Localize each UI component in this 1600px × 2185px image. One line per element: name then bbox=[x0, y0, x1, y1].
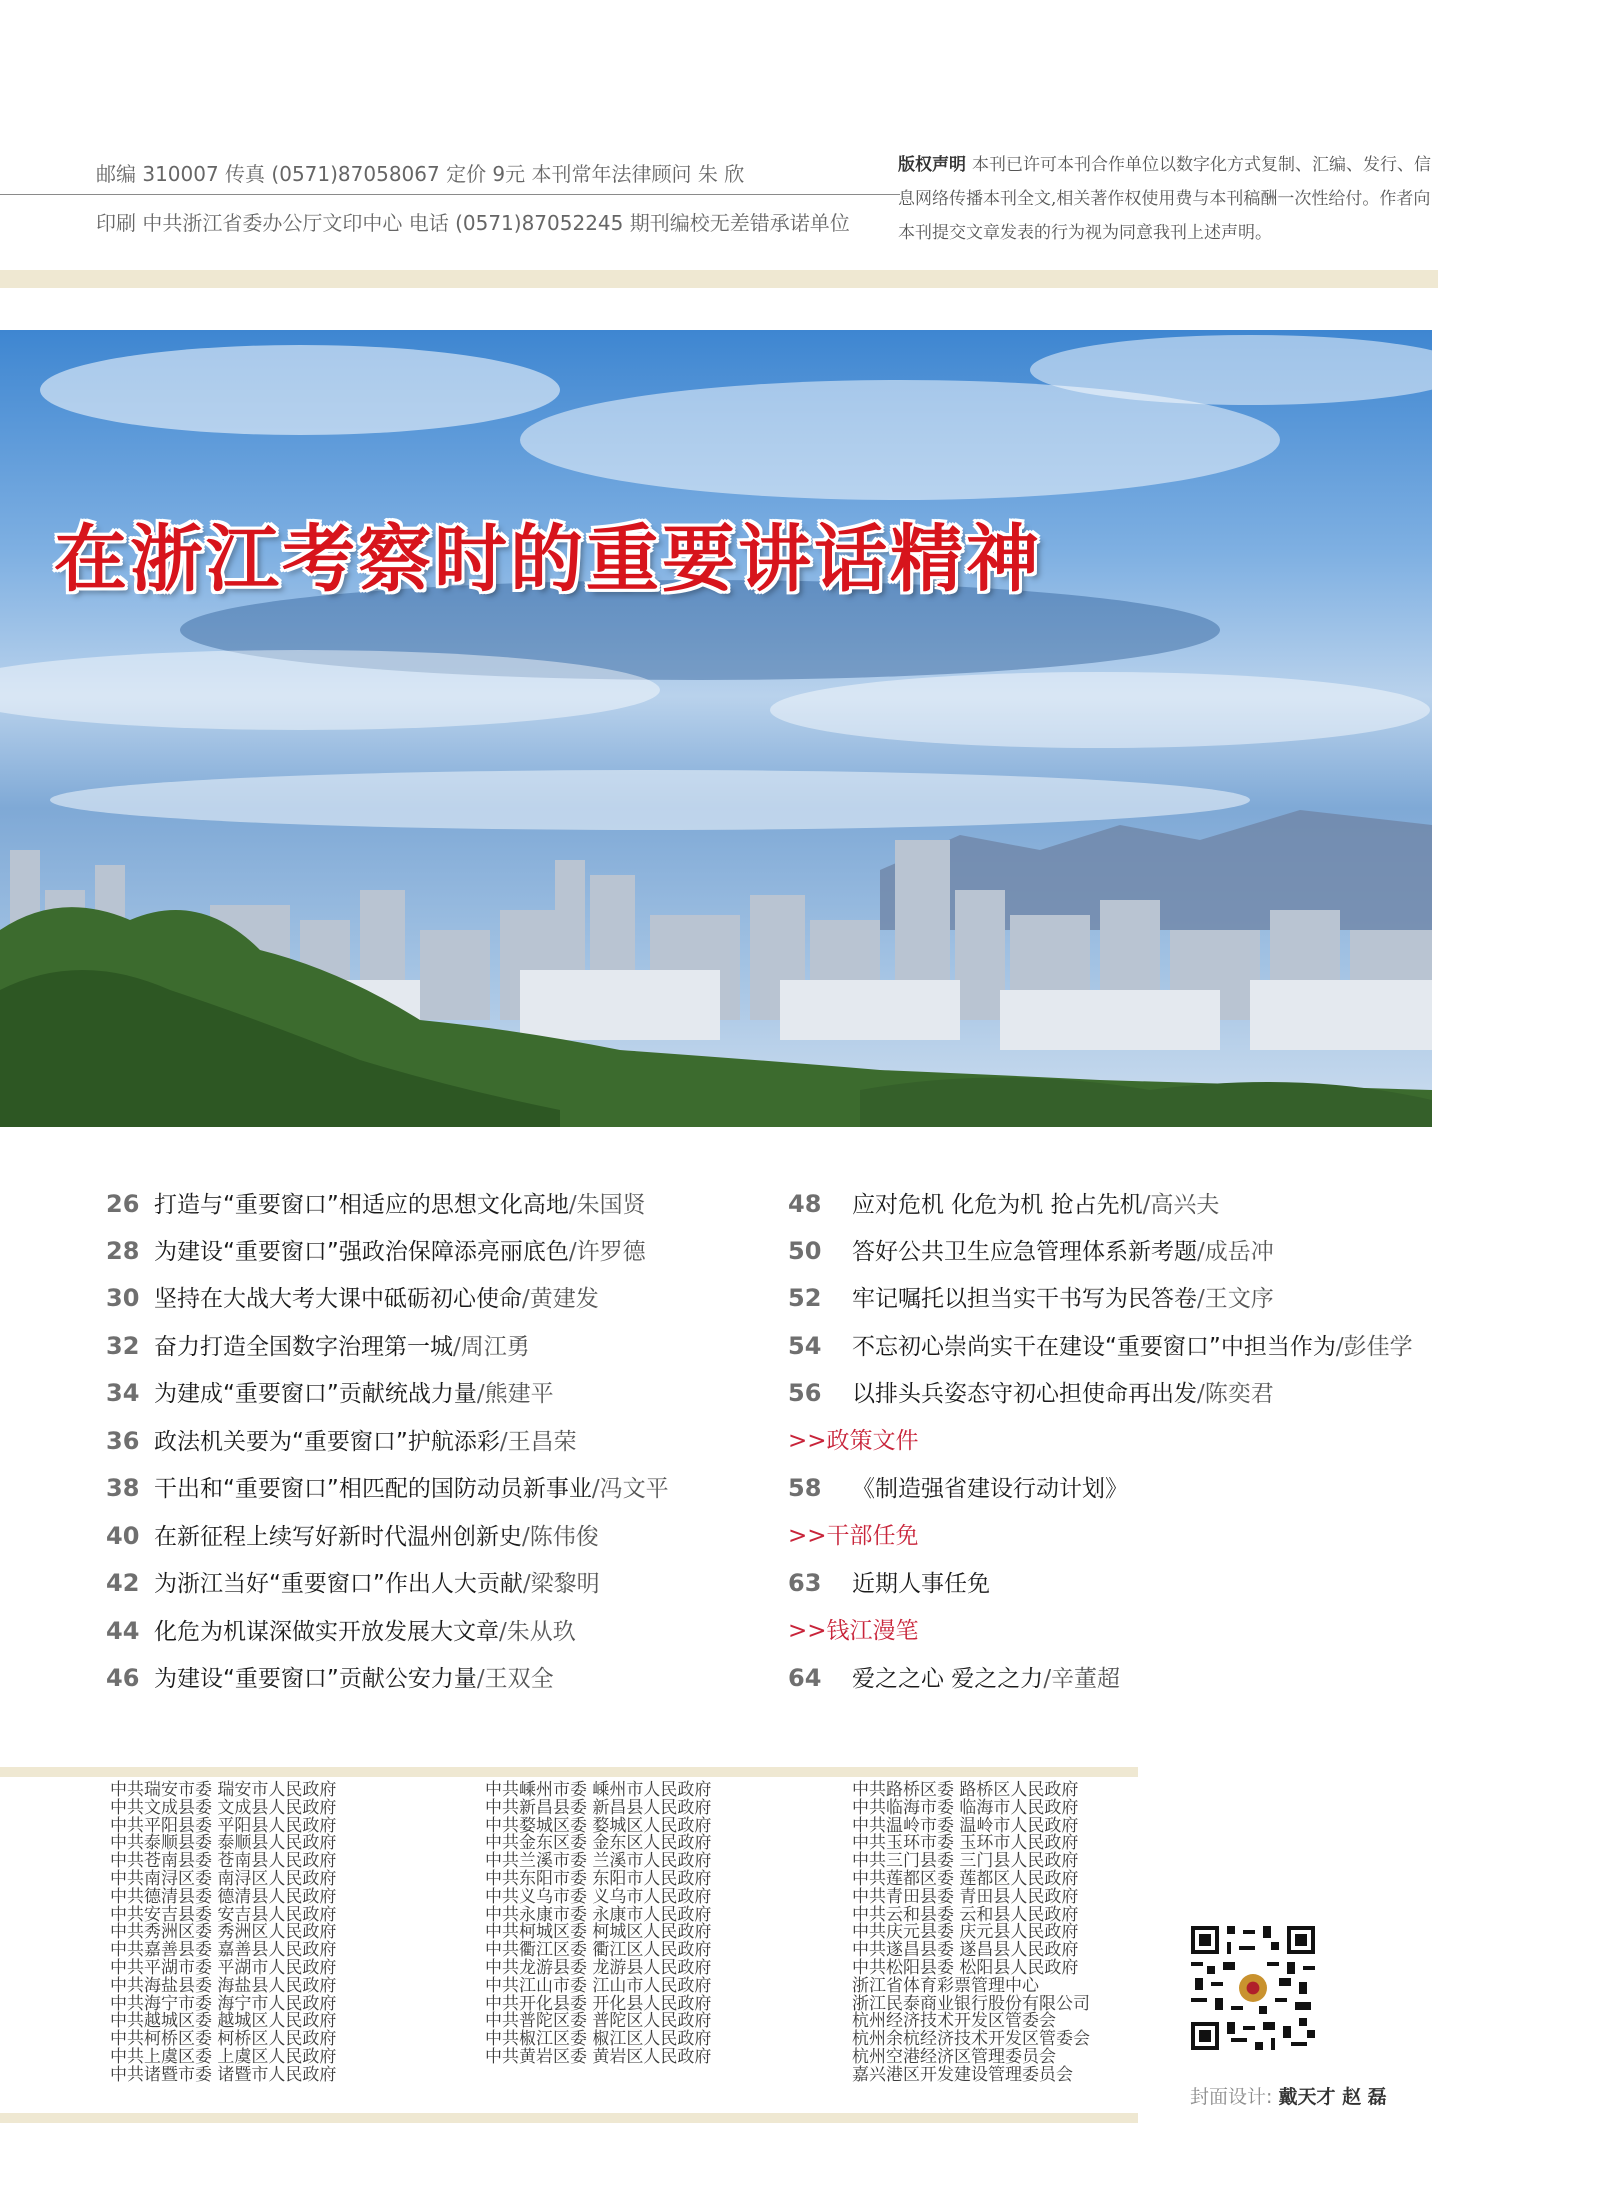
toc-item[interactable] bbox=[106, 1424, 577, 1458]
sponsor-line: 中共柯桥区委 柯桥区人民政府 bbox=[110, 2029, 337, 2050]
toc-item[interactable] bbox=[106, 1471, 669, 1505]
toc-item[interactable] bbox=[106, 1661, 554, 1695]
qr-code-icon[interactable] bbox=[1187, 1922, 1319, 2054]
toc-page-number: 48 bbox=[788, 1190, 822, 1218]
toc-page-number: 56 bbox=[788, 1379, 822, 1407]
toc-article-title: 为建设“重要窗口”强政治保障添亮丽底色 bbox=[154, 1239, 569, 1265]
toc-author: /周江勇 bbox=[453, 1334, 530, 1360]
toc-author: /朱国贤 bbox=[568, 1192, 646, 1218]
sponsor-line: 中共嵊州市委 嵊州市人民政府 bbox=[485, 1780, 712, 1800]
sponsor-column-1 bbox=[110, 1782, 336, 2085]
toc-author: /朱从玖 bbox=[499, 1619, 576, 1645]
toc-item[interactable] bbox=[106, 1519, 599, 1553]
toc-author: /许罗德 bbox=[568, 1239, 646, 1265]
toc-author: /陈奕君 bbox=[1197, 1381, 1274, 1407]
toc-author: /陈伟俊 bbox=[522, 1524, 599, 1550]
section-heading-policy: >>政策文件 bbox=[788, 1428, 919, 1454]
toc-item[interactable] bbox=[106, 1566, 600, 1600]
sponsor-line: 中共新昌县委 新昌县人民政府 bbox=[485, 1797, 712, 1818]
header-divider-bar bbox=[0, 270, 1438, 288]
sponsor-line: 中共青田县委 青田县人民政府 bbox=[852, 1886, 1079, 1907]
toc-item[interactable] bbox=[106, 1281, 599, 1315]
sponsor-line: 中共海宁市委 海宁市人民政府 bbox=[110, 1993, 337, 2014]
copyright-notice bbox=[898, 148, 1438, 250]
toc-article-title: 《制造强省建设行动计划》 bbox=[852, 1476, 1128, 1502]
toc-author: /辛董超 bbox=[1043, 1666, 1121, 1692]
sponsor-line: 中共越城区委 越城区人民政府 bbox=[110, 2011, 337, 2032]
copyright-label: 版权声明 bbox=[898, 155, 966, 175]
sponsor-line: 中共江山市委 江山市人民政府 bbox=[485, 1975, 712, 1996]
toc-item[interactable] bbox=[106, 1187, 646, 1221]
sponsor-line: 中共东阳市委 东阳市人民政府 bbox=[485, 1868, 712, 1889]
toc-article-title: 答好公共卫生应急管理体系新考题 bbox=[852, 1239, 1197, 1265]
sponsor-line: 中共苍南县委 苍南县人民政府 bbox=[110, 1851, 337, 1872]
toc-author: /梁黎明 bbox=[522, 1571, 600, 1597]
section-heading-cadre: >>干部任免 bbox=[788, 1523, 919, 1549]
sponsor-line: 中共瑞安市委 瑞安市人民政府 bbox=[110, 1780, 337, 1800]
toc-item[interactable] bbox=[106, 1376, 554, 1410]
sponsor-line: 中共椒江区委 椒江区人民政府 bbox=[485, 2029, 712, 2050]
toc-page-number: 30 bbox=[106, 1284, 140, 1312]
section-heading-essay: >>钱江漫笔 bbox=[788, 1618, 919, 1644]
toc-author: /黄建发 bbox=[522, 1286, 599, 1312]
cover-photo-hangzhou-skyline bbox=[0, 330, 1432, 1127]
toc-page-number: 58 bbox=[788, 1474, 822, 1502]
sponsor-line: 杭州余杭经济技术开发区管委会 bbox=[852, 2029, 1090, 2050]
sponsor-line: 中共嘉善县委 嘉善县人民政府 bbox=[110, 1940, 337, 1961]
toc-page-number: 46 bbox=[106, 1664, 140, 1692]
designer-names: 戴天才 赵 磊 bbox=[1278, 2086, 1387, 2108]
sponsor-line: 中共文成县委 文成县人民政府 bbox=[110, 1797, 337, 1818]
toc-author: /王昌荣 bbox=[499, 1429, 577, 1455]
toc-page-number: 64 bbox=[788, 1664, 822, 1692]
toc-page-number: 50 bbox=[788, 1237, 822, 1265]
toc-author: /彭佳学 bbox=[1335, 1334, 1413, 1360]
sponsor-line: 中共云和县委 云和县人民政府 bbox=[852, 1904, 1079, 1925]
sponsor-line: 中共温岭市委 温岭市人民政府 bbox=[852, 1815, 1079, 1836]
toc-page-number: 42 bbox=[106, 1569, 140, 1597]
copyright-text: 本刊已许可本刊合作单位以数字化方式复制、汇编、发行、信息网络传播本刊全文,相关著作权使用费与本刊稿酬一次性给付。作者向本刊提交文章发表的行为视为同意我刊上述声明。 bbox=[898, 155, 1431, 243]
sponsor-line: 中共兰溪市委 兰溪市人民政府 bbox=[485, 1851, 712, 1872]
toc-author: /熊建平 bbox=[476, 1381, 554, 1407]
toc-page-number: 32 bbox=[106, 1332, 140, 1360]
toc-article-title: 不忘初心崇尚实干在建设“重要窗口”中担当作为 bbox=[852, 1334, 1336, 1360]
toc-author: /高兴夫 bbox=[1142, 1192, 1220, 1218]
toc-author: /王文序 bbox=[1197, 1286, 1274, 1312]
toc-item[interactable] bbox=[106, 1234, 646, 1268]
sponsor-line: 中共临海市委 临海市人民政府 bbox=[852, 1797, 1079, 1818]
toc-item[interactable] bbox=[788, 1376, 1274, 1410]
toc-item[interactable] bbox=[106, 1329, 530, 1363]
toc-page-number: 34 bbox=[106, 1379, 140, 1407]
skyline-illustration bbox=[0, 330, 1432, 1127]
sponsor-line: 中共遂昌县委 遂昌县人民政府 bbox=[852, 1940, 1079, 1961]
toc-author: /冯文平 bbox=[591, 1476, 669, 1502]
sponsor-line: 中共黄岩区委 黄岩区人民政府 bbox=[485, 2046, 712, 2067]
cover-headline: 在浙江考察时的重要讲话精神 bbox=[54, 517, 1042, 602]
toc-article-title: 化危为机谋深做实开放发展大文章 bbox=[154, 1619, 499, 1645]
sponsor-line: 中共莲都区委 莲都区人民政府 bbox=[852, 1868, 1079, 1889]
toc-item[interactable] bbox=[788, 1661, 1120, 1695]
sponsor-line: 中共衢江区委 衢江区人民政府 bbox=[485, 1940, 712, 1961]
toc-author: /成岳冲 bbox=[1197, 1239, 1274, 1265]
sponsor-line: 中共南浔区委 南浔区人民政府 bbox=[110, 1868, 337, 1889]
toc-page-number: 52 bbox=[788, 1284, 822, 1312]
toc-article-title: 打造与“重要窗口”相适应的思想文化高地 bbox=[154, 1192, 569, 1218]
sponsor-column-2 bbox=[485, 1782, 711, 2067]
toc-article-title: 应对危机 化危为机 抢占先机 bbox=[852, 1192, 1143, 1218]
toc-article-title: 为建成“重要窗口”贡献统战力量 bbox=[154, 1381, 477, 1407]
sponsor-line: 中共开化县委 开化县人民政府 bbox=[485, 1993, 712, 2014]
toc-article-title: 坚持在大战大考大课中砥砺初心使命 bbox=[154, 1286, 522, 1312]
designer-label: 封面设计: bbox=[1190, 2086, 1273, 2108]
sponsor-line: 中共上虞区委 上虞区人民政府 bbox=[110, 2046, 337, 2067]
sponsor-line: 中共柯城区委 柯城区人民政府 bbox=[485, 1922, 712, 1943]
toc-item[interactable] bbox=[788, 1281, 1274, 1315]
publication-info-line-2: 印刷 中共浙江省委办公厅文印中心 电话 (0571)87052245 期刊编校无差错承诺单位 bbox=[96, 211, 850, 235]
toc-article-title: 以排头兵姿态守初心担使命再出发 bbox=[852, 1381, 1197, 1407]
sponsor-line: 杭州经济技术开发区管委会 bbox=[852, 2011, 1056, 2032]
toc-item[interactable] bbox=[788, 1471, 1128, 1505]
sponsor-line: 中共路桥区委 路桥区人民政府 bbox=[852, 1780, 1079, 1800]
sponsor-line: 中共秀洲区委 秀洲区人民政府 bbox=[110, 1922, 337, 1943]
sponsor-line: 中共三门县委 三门县人民政府 bbox=[852, 1851, 1079, 1872]
toc-page-number: 63 bbox=[788, 1569, 822, 1597]
sponsor-top-bar bbox=[0, 1767, 1138, 1777]
sponsor-line: 中共金东区委 金东区人民政府 bbox=[485, 1833, 712, 1854]
toc-item[interactable] bbox=[788, 1234, 1274, 1268]
toc-article-title: 近期人事任免 bbox=[852, 1571, 990, 1597]
toc-item[interactable] bbox=[106, 1614, 576, 1648]
sponsor-line: 中共平阳县委 平阳县人民政府 bbox=[110, 1815, 337, 1836]
sponsor-line: 中共平湖市委 平湖市人民政府 bbox=[110, 1957, 337, 1978]
info-divider bbox=[0, 194, 900, 195]
sponsor-line: 中共永康市委 永康市人民政府 bbox=[485, 1904, 712, 1925]
toc-article-title: 政法机关要为“重要窗口”护航添彩 bbox=[154, 1429, 500, 1455]
toc-page-number: 28 bbox=[106, 1237, 140, 1265]
sponsor-line: 浙江省体育彩票管理中心 bbox=[852, 1975, 1039, 1996]
toc-item[interactable] bbox=[788, 1187, 1219, 1221]
sponsor-line: 中共诸暨市委 诸暨市人民政府 bbox=[110, 2064, 337, 2085]
toc-page-number: 44 bbox=[106, 1617, 140, 1645]
sponsor-line: 嘉兴港区开发建设管理委员会 bbox=[852, 2064, 1073, 2085]
toc-page-number: 26 bbox=[106, 1190, 140, 1218]
toc-page-number: 40 bbox=[106, 1522, 140, 1550]
toc-page-number: 54 bbox=[788, 1332, 822, 1360]
sponsor-line: 中共松阳县委 松阳县人民政府 bbox=[852, 1957, 1079, 1978]
sponsor-line: 中共泰顺县委 泰顺县人民政府 bbox=[110, 1833, 337, 1854]
toc-article-title: 奋力打造全国数字治理第一城 bbox=[154, 1334, 453, 1360]
toc-article-title: 牢记嘱托以担当实干书写为民答卷 bbox=[852, 1286, 1197, 1312]
sponsor-column-3 bbox=[852, 1782, 1090, 2085]
publication-info-line-1: 邮编 310007 传真 (0571)87058067 定价 9元 本刊常年法律顾问 朱 欣 bbox=[96, 162, 745, 186]
toc-article-title: 爱之之心 爱之之力 bbox=[852, 1666, 1044, 1692]
sponsor-bottom-bar bbox=[0, 2113, 1138, 2123]
sponsor-line: 中共玉环市委 玉环市人民政府 bbox=[852, 1833, 1079, 1854]
toc-article-title: 干出和“重要窗口”相匹配的国防动员新事业 bbox=[154, 1476, 592, 1502]
sponsor-line: 中共婺城区委 婺城区人民政府 bbox=[485, 1815, 712, 1836]
sponsor-line: 中共龙游县委 龙游县人民政府 bbox=[485, 1957, 712, 1978]
sponsor-line: 中共安吉县委 安吉县人民政府 bbox=[110, 1904, 337, 1925]
sponsor-line: 浙江民泰商业银行股份有限公司 bbox=[852, 1993, 1090, 2014]
sponsor-line: 中共义乌市委 义乌市人民政府 bbox=[485, 1886, 712, 1907]
toc-page-number: 36 bbox=[106, 1427, 140, 1455]
toc-article-title: 在新征程上续写好新时代温州创新史 bbox=[154, 1524, 522, 1550]
cover-designer-credit bbox=[1190, 2082, 1387, 2109]
toc-item[interactable] bbox=[788, 1329, 1413, 1363]
toc-item[interactable] bbox=[788, 1566, 990, 1600]
sponsor-line: 中共海盐县委 海盐县人民政府 bbox=[110, 1975, 337, 1996]
toc-page-number: 38 bbox=[106, 1474, 140, 1502]
sponsor-line: 中共德清县委 德清县人民政府 bbox=[110, 1886, 337, 1907]
sponsor-line: 中共庆元县委 庆元县人民政府 bbox=[852, 1922, 1079, 1943]
toc-article-title: 为浙江当好“重要窗口”作出人大贡献 bbox=[154, 1571, 523, 1597]
sponsor-line: 中共普陀区委 普陀区人民政府 bbox=[485, 2011, 712, 2032]
toc-article-title: 为建设“重要窗口”贡献公安力量 bbox=[154, 1666, 477, 1692]
toc-author: /王双全 bbox=[476, 1666, 554, 1692]
sponsor-line: 杭州空港经济区管理委员会 bbox=[852, 2046, 1056, 2067]
